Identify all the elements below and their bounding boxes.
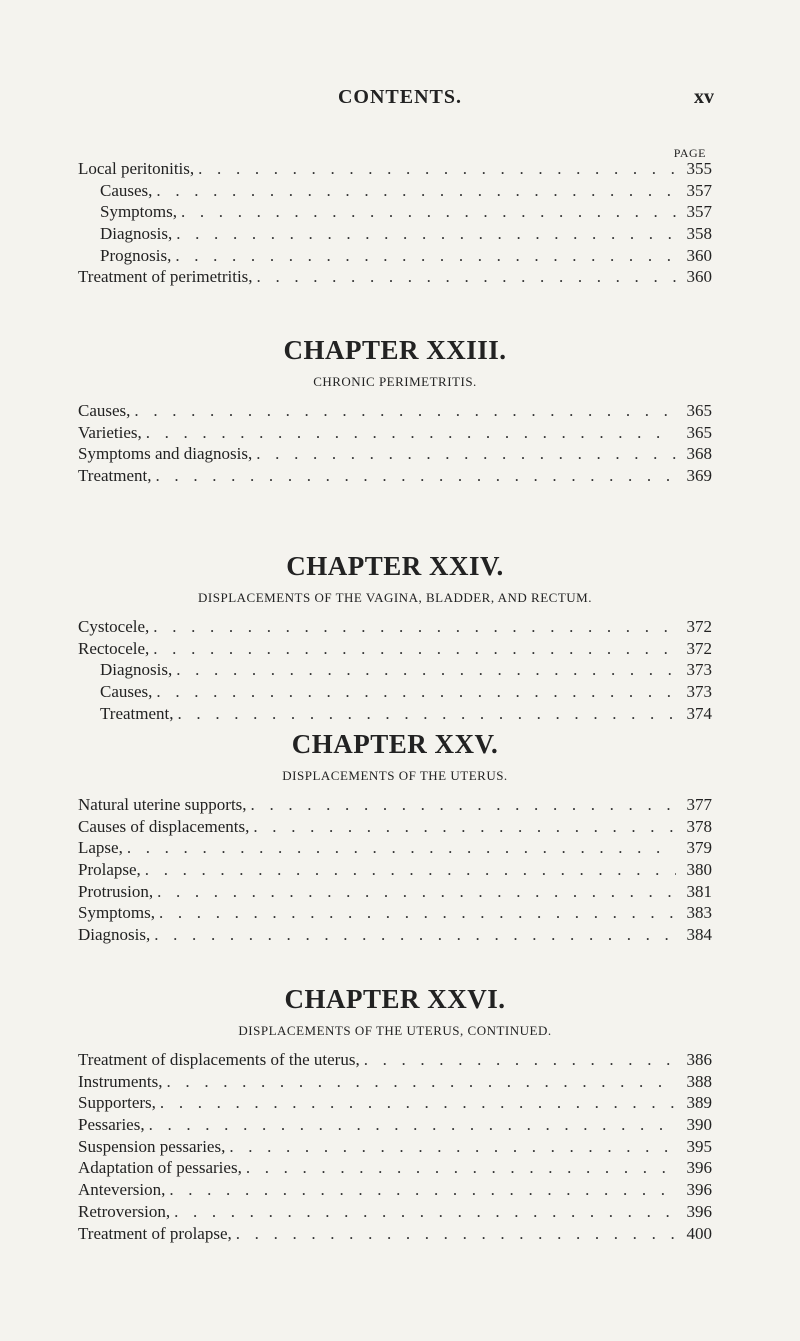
dot-leader [134, 400, 676, 422]
entry-label: Anteversion, [78, 1180, 166, 1200]
dot-leader [169, 1179, 676, 1201]
entry-label: Treatment, [100, 703, 174, 723]
dot-leader [364, 1049, 676, 1071]
chapter-subtitle: CHRONIC PERIMETRITIS. [313, 374, 477, 389]
entry-page-number: 368 [686, 444, 712, 464]
toc-entry [78, 266, 712, 288]
continued-section [78, 158, 712, 288]
entry-label: Prolapse, [78, 860, 141, 880]
dot-leader [236, 1223, 676, 1245]
entry-page-number: 374 [686, 703, 712, 723]
entry-page-number: 365 [686, 401, 712, 420]
dot-leader [246, 1157, 676, 1179]
dot-leader [175, 245, 676, 267]
entry-label: Rectocele, [78, 638, 150, 658]
entry-page-number: 380 [686, 860, 712, 880]
running-head-page-number: xv [694, 86, 714, 108]
chapter-section [78, 550, 712, 724]
entry-page-number: 360 [686, 245, 712, 265]
dot-leader [153, 616, 676, 638]
toc-entry [78, 400, 712, 422]
entry-page-number: 396 [686, 1201, 712, 1221]
entry-page-number: 388 [686, 1071, 712, 1091]
entry-label: Retroversion, [78, 1201, 171, 1221]
dot-leader [181, 201, 676, 223]
dot-leader [176, 659, 676, 681]
entry-page-number: 383 [686, 903, 712, 923]
toc-entry [78, 681, 712, 703]
entry-label: Diagnosis, [78, 925, 151, 945]
dot-leader [157, 881, 676, 903]
entry-page-number: 355 [686, 159, 712, 178]
entry-page-number: 395 [686, 1136, 712, 1156]
entry-label: Instruments, [78, 1071, 163, 1091]
toc-entry [78, 902, 712, 924]
dot-leader [253, 816, 676, 838]
toc-entry [78, 837, 712, 859]
toc-entry [78, 816, 712, 838]
entry-page-number: 377 [686, 795, 712, 814]
entry-label: Varieties, [78, 422, 142, 442]
entry-page-number: 369 [686, 466, 712, 486]
entry-page-number: 358 [686, 224, 712, 244]
entry-label: Symptoms, [100, 202, 177, 222]
dot-leader [153, 638, 676, 660]
entry-page-number: 372 [686, 638, 712, 658]
toc-entry [78, 616, 712, 638]
entry-label: Diagnosis, [100, 224, 173, 244]
dot-leader [257, 266, 676, 288]
entry-page-number: 373 [686, 660, 712, 680]
toc-entry [78, 659, 712, 681]
entry-label: Symptoms and diagnosis, [78, 444, 253, 464]
dot-leader [160, 1092, 676, 1114]
entry-list [78, 400, 712, 487]
entry-page-number: 400 [686, 1223, 712, 1243]
entry-label: Lapse, [78, 838, 123, 858]
dot-leader [154, 924, 676, 946]
entry-list [78, 794, 712, 946]
entry-page-number: 396 [686, 1158, 712, 1178]
entry-label: Local peritonitis, [78, 159, 195, 178]
entry-label: Causes of displacements, [78, 816, 250, 836]
toc-entry [78, 794, 712, 816]
entry-page-number: 373 [686, 682, 712, 702]
toc-entry [78, 881, 712, 903]
dot-leader [146, 422, 676, 444]
entry-label: Pessaries, [78, 1115, 145, 1135]
entry-page-number: 365 [686, 422, 712, 442]
entry-label: Diagnosis, [100, 660, 173, 680]
entry-label: Treatment of prolapse, [78, 1223, 232, 1243]
toc-entry [78, 859, 712, 881]
entry-label: Protrusion, [78, 881, 154, 901]
chapter-section [78, 728, 712, 946]
dot-leader [176, 223, 676, 245]
entry-page-number: 378 [686, 816, 712, 836]
toc-entry [78, 638, 712, 660]
chapter-subtitle: DISPLACEMENTS OF THE UTERUS. [282, 768, 508, 783]
entry-label: Causes, [78, 401, 131, 420]
entry-label: Symptoms, [78, 903, 155, 923]
chapter-section [78, 983, 712, 1244]
entry-page-number: 372 [686, 617, 712, 636]
entry-label: Cystocele, [78, 617, 150, 636]
entry-page-number: 389 [686, 1093, 712, 1113]
dot-leader [145, 859, 676, 881]
entry-label: Natural uterine supports, [78, 795, 247, 814]
toc-entry [78, 703, 712, 725]
toc-entry [78, 1092, 712, 1114]
dot-leader [156, 681, 676, 703]
page-column-label: PAGE [673, 146, 706, 160]
toc-entry [78, 1201, 712, 1223]
entry-label: Treatment of displacements of the uterus, [78, 1050, 360, 1069]
entry-label: Treatment, [78, 466, 152, 486]
toc-entry [78, 465, 712, 487]
entry-page-number: 390 [686, 1115, 712, 1135]
dot-leader [229, 1136, 676, 1158]
entry-label: Supporters, [78, 1093, 156, 1113]
toc-entry [78, 180, 712, 202]
toc-entry [78, 1157, 712, 1179]
toc-entry [78, 422, 712, 444]
entry-label: Treatment of perimetritis, [78, 267, 253, 287]
entry-page-number: 381 [686, 881, 712, 901]
dot-leader [178, 703, 676, 725]
running-head-title: CONTENTS. [337, 86, 463, 108]
entry-page-number: 396 [686, 1180, 712, 1200]
chapter-title: CHAPTER XXV. [291, 729, 499, 759]
dot-leader [251, 794, 676, 816]
chapter-subtitle: DISPLACEMENTS OF THE UTERUS, CONTINUED. [238, 1023, 552, 1038]
toc-entry [78, 1049, 712, 1071]
toc-entry [78, 201, 712, 223]
entry-list [78, 158, 712, 288]
toc-entry [78, 924, 712, 946]
chapter-section [78, 334, 712, 487]
entry-label: Causes, [100, 180, 153, 200]
entry-page-number: 360 [686, 267, 712, 287]
entry-list [78, 616, 712, 724]
toc-entry [78, 443, 712, 465]
chapter-subtitle: DISPLACEMENTS OF THE VAGINA, BLADDER, AND RECTUM. [198, 590, 592, 605]
dot-leader [167, 1071, 676, 1093]
toc-entry [78, 245, 712, 267]
entry-label: Suspension pessaries, [78, 1136, 226, 1156]
entry-page-number: 357 [686, 180, 712, 200]
entry-label: Prognosis, [100, 245, 172, 265]
dot-leader [149, 1114, 676, 1136]
chapter-title: CHAPTER XXVI. [284, 984, 506, 1014]
toc-entry [78, 1071, 712, 1093]
dot-leader [174, 1201, 676, 1223]
entry-label: Causes, [100, 682, 153, 702]
toc-entry [78, 1223, 712, 1245]
entry-list [78, 1049, 712, 1244]
toc-entry [78, 1136, 712, 1158]
entry-label: Adaptation of pessaries, [78, 1158, 242, 1178]
chapter-title: CHAPTER XXIII. [283, 335, 507, 365]
dot-leader [127, 837, 676, 859]
entry-page-number: 384 [686, 925, 712, 945]
dot-leader [156, 465, 676, 487]
dot-leader [198, 158, 676, 180]
toc-entry [78, 1179, 712, 1201]
dot-leader [159, 902, 676, 924]
running-head [0, 86, 800, 110]
chapter-title: CHAPTER XXIV. [286, 551, 504, 581]
entry-page-number: 379 [686, 838, 712, 858]
entry-page-number: 357 [686, 202, 712, 222]
toc-entry [78, 1114, 712, 1136]
dot-leader [156, 180, 676, 202]
toc-entry [78, 158, 712, 180]
dot-leader [256, 443, 676, 465]
toc-entry [78, 223, 712, 245]
entry-page-number: 386 [686, 1050, 712, 1069]
